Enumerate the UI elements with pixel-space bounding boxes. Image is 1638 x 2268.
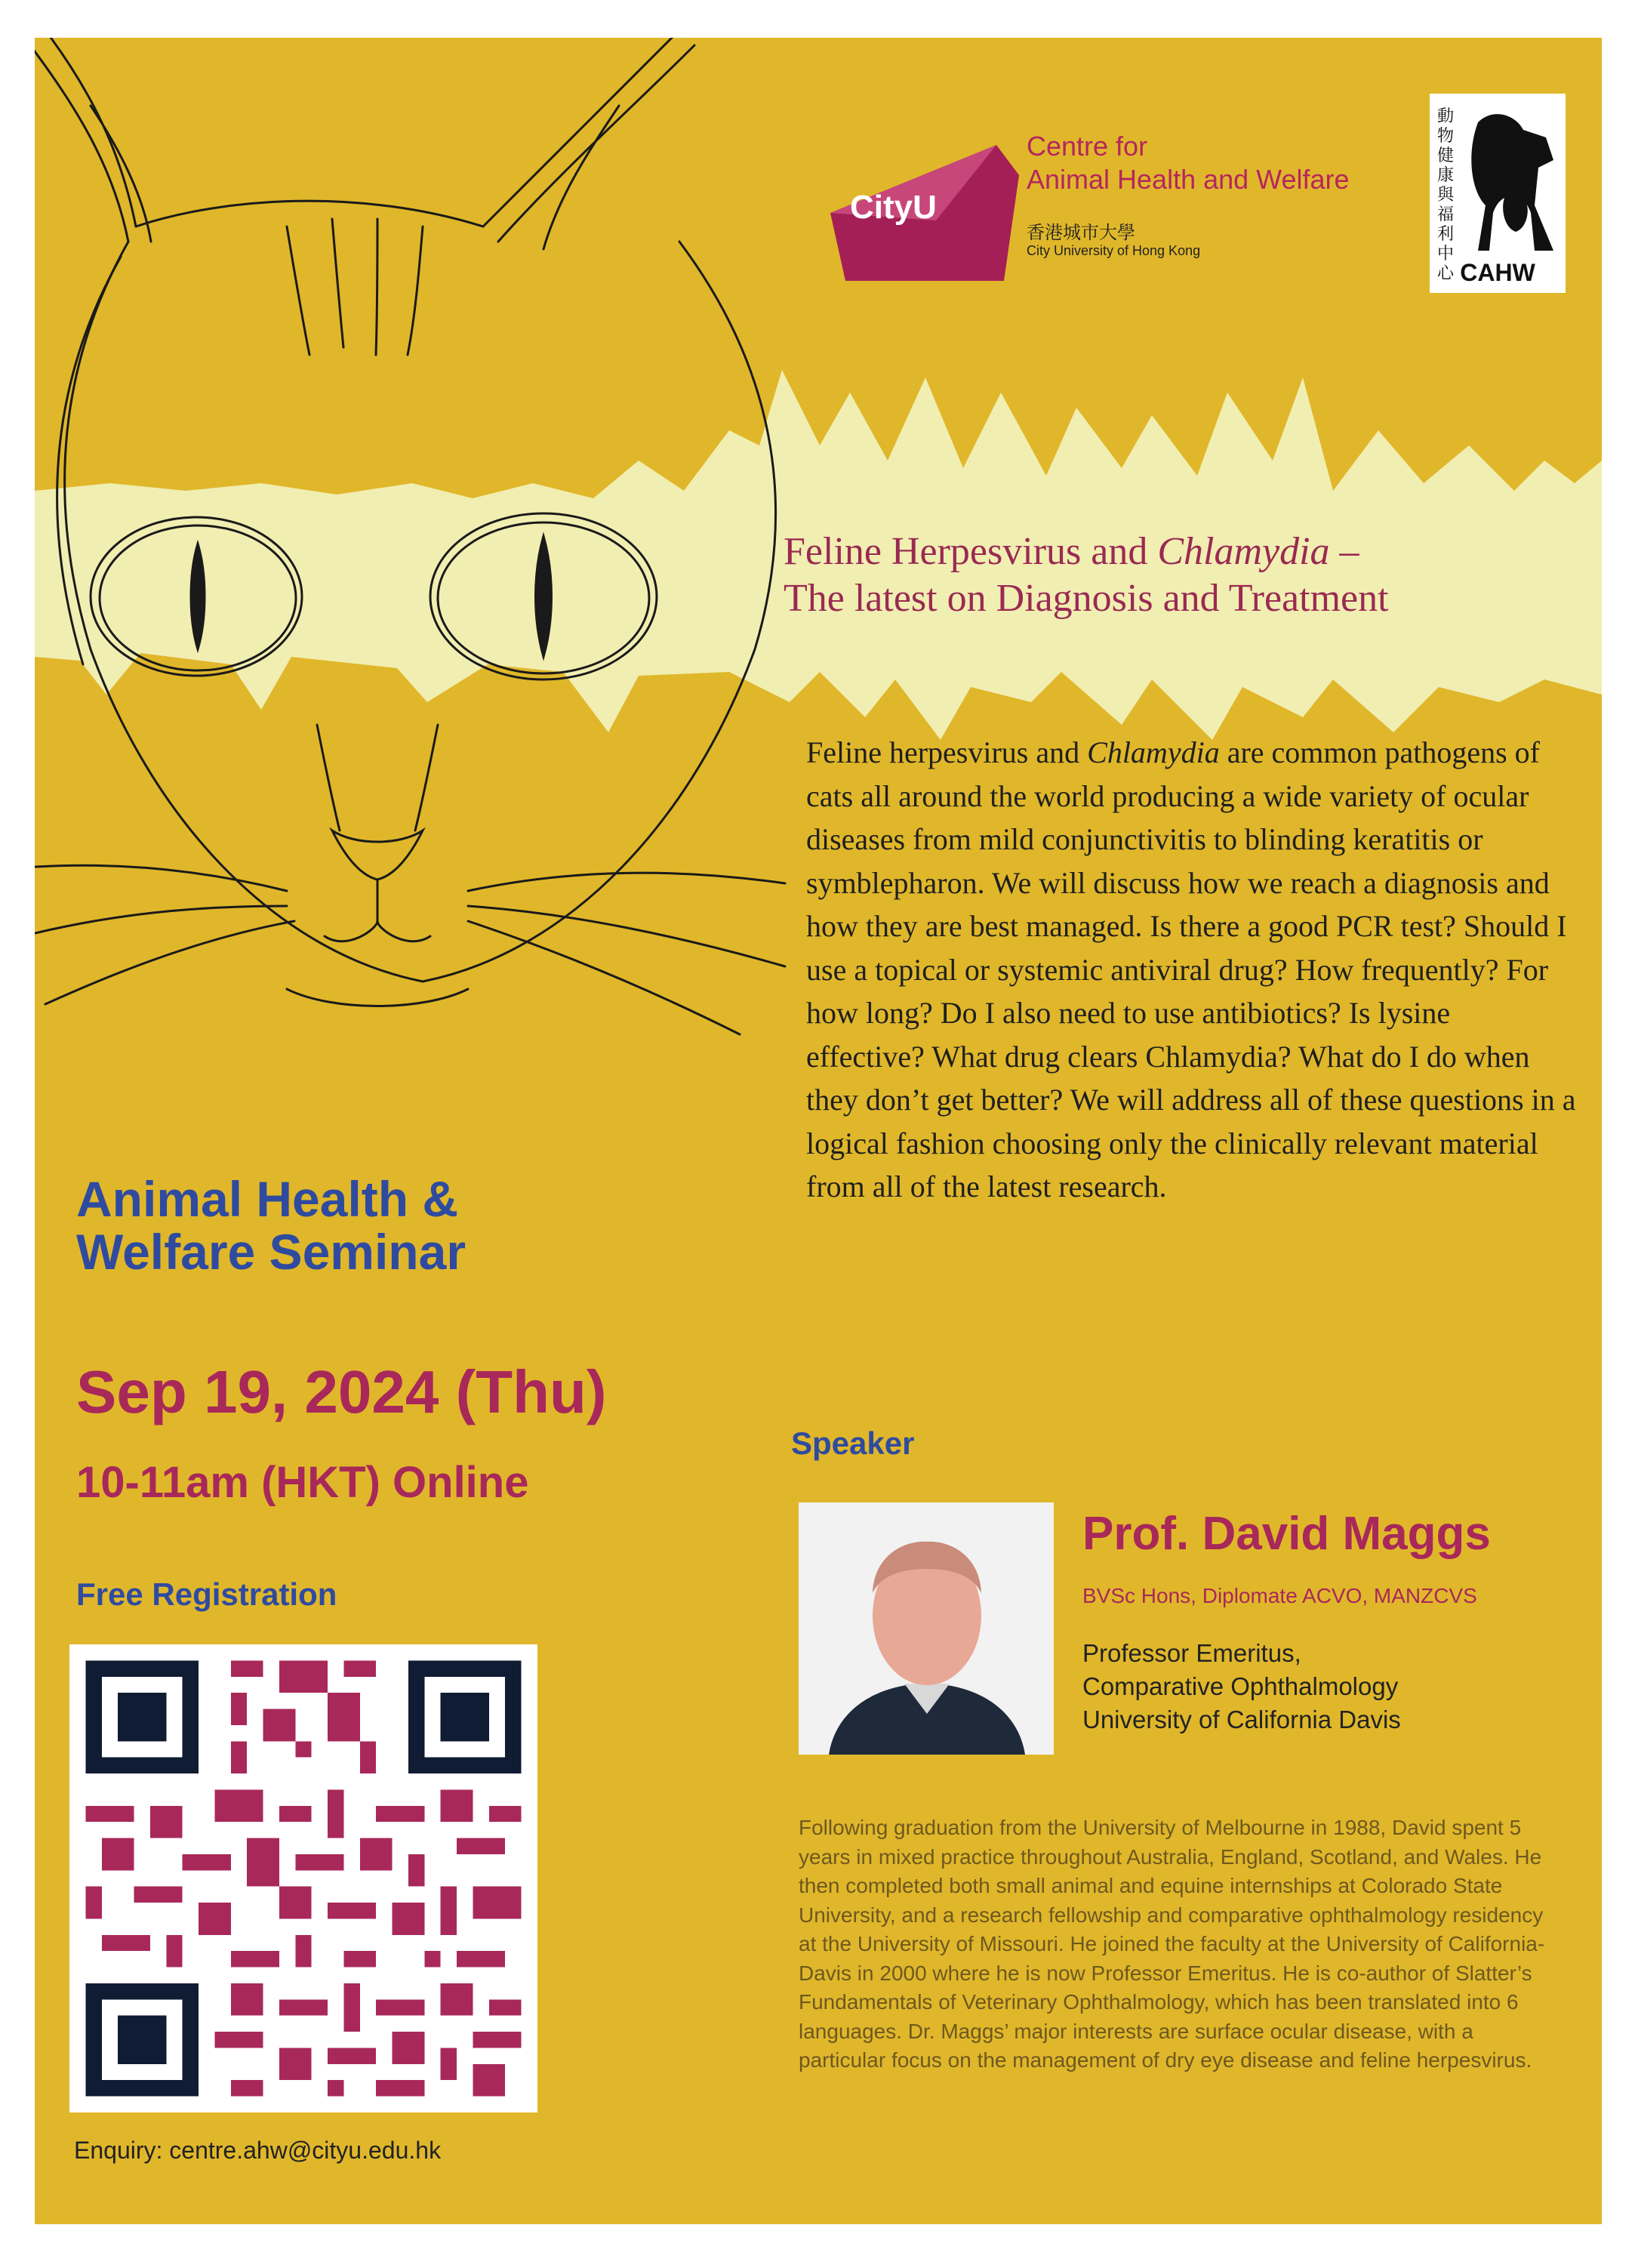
speaker-portrait-icon bbox=[799, 1502, 1054, 1755]
registration-label: Free Registration bbox=[76, 1576, 337, 1612]
speaker-role bbox=[1082, 1637, 1401, 1736]
speaker-role-line1: Professor Emeritus, bbox=[1082, 1639, 1301, 1667]
university-name: City University of Hong Kong bbox=[1027, 243, 1201, 258]
event-date: Sep 19, 2024 (Thu) bbox=[76, 1358, 607, 1425]
org-name-line1: Centre for bbox=[1027, 131, 1148, 162]
abstract-italic: Chlamydia bbox=[1087, 735, 1220, 769]
dog-cat-silhouette-icon bbox=[1463, 107, 1558, 251]
event-time: 10-11am (HKT) Online bbox=[76, 1458, 529, 1507]
talk-title bbox=[784, 528, 1389, 622]
cityu-wordmark: CityU bbox=[850, 189, 937, 226]
talk-title-italic: Chlamydia bbox=[1157, 530, 1330, 573]
cat-sketch bbox=[35, 38, 906, 1132]
speaker-bio: Following graduation from the University of Melbourne in 1988, David spent 5 years in mixed practice throughout Australia, England, Scotland, and Wales. He then completed both small animal and equine internships at Colorado State University, and a research fellowship and comparative ophthalmology residency at the University of Missouri. He joined the faculty at the University of California-Davis in 2000 where he is now Professor Emeritus. He is co-author of Slatter’s Fundamentals of Veterinary Ophthalmology, which has been translated into 6 languages. Dr. Maggs’ major interests are surface ocular disease, with a particular focus on the management of dry eye disease and feline herpesvirus. bbox=[799, 1816, 1545, 2072]
talk-abstract bbox=[806, 731, 1576, 1209]
talk-title-part-a: Feline Herpesvirus and bbox=[784, 530, 1158, 573]
talk-title-line1 bbox=[784, 528, 1389, 575]
seminar-name: Animal Health & Welfare Seminar bbox=[76, 1171, 466, 1280]
speaker-role-line2: Comparative Ophthalmology bbox=[1082, 1672, 1399, 1700]
poster bbox=[35, 38, 1602, 2224]
speaker-credentials: BVSc Hons, Diplomate ACVO, MANZCVS bbox=[1082, 1584, 1477, 1607]
cahw-chinese-name: 動物健康與福利中心 bbox=[1437, 107, 1455, 283]
speaker-role-line3: University of California Davis bbox=[1082, 1706, 1401, 1733]
abstract-lead: Feline herpesvirus and bbox=[806, 735, 1088, 769]
org-name-zh: 香港城市大學 bbox=[1027, 223, 1135, 243]
speaker-photo bbox=[799, 1502, 1054, 1755]
org-name-line2: Animal Health and Welfare bbox=[1027, 164, 1350, 195]
qr-code-icon bbox=[69, 1644, 537, 2112]
talk-title-part-b: – bbox=[1329, 530, 1359, 573]
speaker-label: Speaker bbox=[791, 1425, 915, 1461]
talk-title-line2: The latest on Diagnosis and Treatment bbox=[784, 577, 1389, 620]
cahw-abbreviation: CAHW bbox=[1460, 259, 1535, 286]
enquiry-contact: Enquiry: centre.ahw@cityu.edu.hk bbox=[74, 2137, 442, 2164]
registration-qr-code[interactable] bbox=[69, 1644, 537, 2112]
org-name bbox=[1027, 130, 1350, 196]
speaker-name: Prof. David Maggs bbox=[1082, 1508, 1491, 1560]
abstract-rest: are common pathogens of cats all around the world producing a wide variety of ocular diseases from mild conjunctivitis to blinding keratitis or symblepharon. We will discuss how we reach a diagnosis and how they are best managed. Is there a good PCR test? Should I use a topical or systemic antiviral drug? How frequently? For how long? Do I also need to use antibiotics? Is lysine effective? What drug clears Chlamydia? What do I do when they don’t get better? We will address all of these questions in a logical fashion choosing only the clinically relevant material from all of the latest research. bbox=[806, 735, 1576, 1203]
cahw-logo bbox=[1430, 94, 1566, 293]
